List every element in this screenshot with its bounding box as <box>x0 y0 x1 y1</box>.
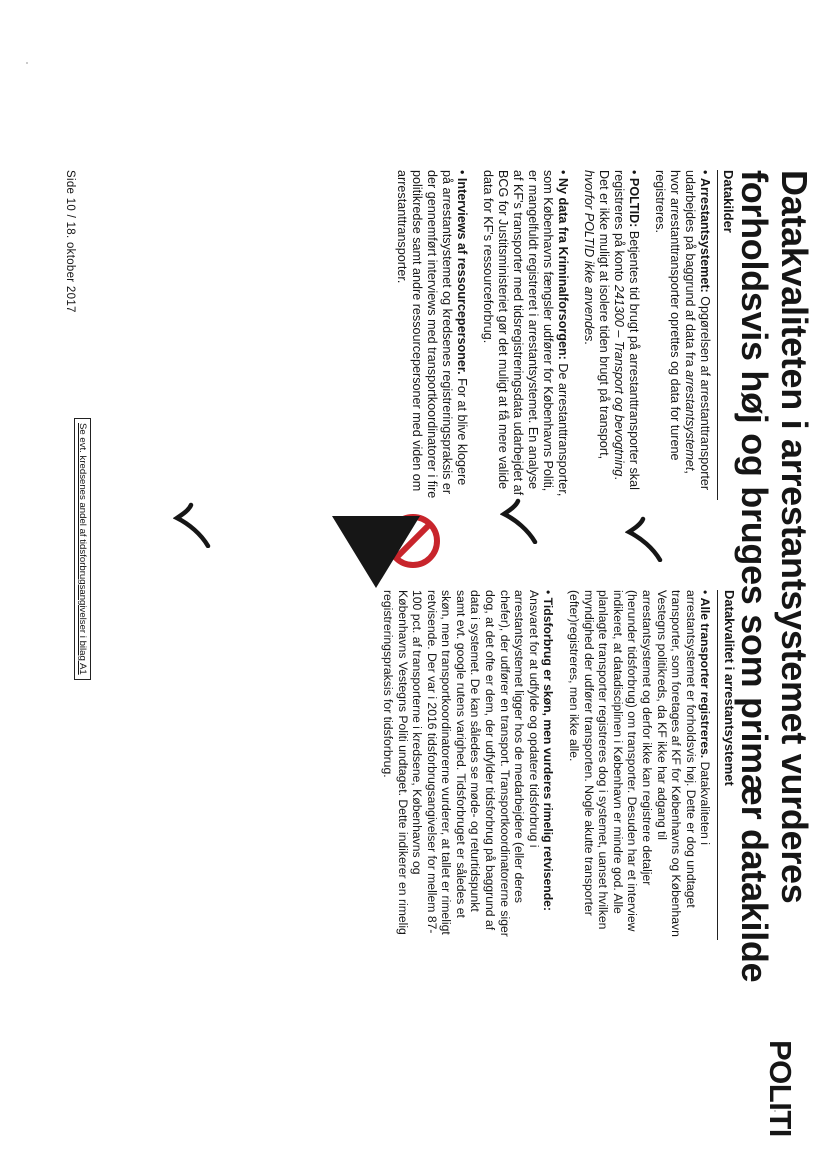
appendix-note: Se evt. kredsenes andel af tidsforbrugsangivelser i bilag A1 <box>74 418 91 680</box>
bullet-time-usage: • Tidsforbrug er skøn, men vurderes rimelig retvisende: Ansvaret for at udfylde og opdatere tidsforbrug i arrestantsystemet ligger hos de medarbejdere (eller deres chefer), der udfører en transport. Transportkoordinatorerne siger dog, at det ofte er dem, der udfylder tidsforbrug på baggrund af data i systemet. De kan således se møde- og returtidspunkt samt evt. google rutens varighed. Tidsforbruget er således et skøn, men transportkoordinatorerne vurderer, at tallet er rimeligt retvisende. Der var i 2016 tidsforbrugsangivelser for mellem 87-100 pct. af transporterne i kredsene, Københavns og Københavns Vestegns Politi undtaget. Dette indikerer en rimelig registreringspraksis for tidsforbrug. <box>380 590 556 937</box>
bullet-lead: Interviews af ressourcepersoner. <box>455 177 469 375</box>
bullet-all-transports: • Alle transporter registreres. Datakvaliteten i arrestantsystemet er forholdsvis høj. Dette er dog undtaget transporter, som foretages af KF for Københavns og København Vestegns politikreds, da KF ikke har adgang til arrestantsystemet og derfor ikke kan registrere detaljer (herunder tidsforbrug) om transporter. Desuden har et interview indikeret, at datadisciplinen i København er mindre god. Alle planlagte transporter registreres dog i systemet, uanset hvilken myndighed der udfører transporten. Nogle akutte transporter (efter)registreres, men ikke alle. <box>567 590 713 937</box>
politi-logo: POLITI <box>763 1040 798 1137</box>
bullet-arrestantsystemet: • Arrestantsystemet: Opgørelsen af arrestanttransporter udarbejdes på baggrund af data fra arrestantsystemet, hvor arrestanttransporter oprettes og data for turene registreres. <box>653 170 712 491</box>
title-line-1: Datakvaliteten i arrestantsystemet vurderes <box>774 170 815 904</box>
slide-title <box>734 170 814 1030</box>
checkmark-icon <box>500 498 538 544</box>
data-quality-column <box>369 590 736 940</box>
bullet-lead: POLTID: <box>627 177 641 228</box>
bullet-poltid: • POLTID: Betjentes tid brugt på arrestanttransporter skal registreres på konto 241300 – Transport og bevogtning. Det er ikke muligt at isolere tiden brugt på transport, hvorfor POLTID ikke anvendes. <box>582 170 641 490</box>
right-arrow-icon <box>328 516 424 588</box>
data-quality-heading: Datakvalitet i arrestantsystemet <box>717 590 736 940</box>
checkmark-icon <box>625 516 663 562</box>
data-sources-heading: Datakilder <box>717 170 736 500</box>
bullet-kriminalforsorgen: • Ny data fra Kriminalforsorgen: De arrestanttransporter, som Københavns fængsler udfører for Københavns Politi, er mangelfuldt registreret i arrestantsystemet. En analyse af KF's transporter med tidsregistreringsdata udarbejdet af BCG for Justitsministeriet gør det muligt at få mere valide data for KF's ressourceforbrug. <box>481 170 570 497</box>
bullet-lead: Arrestantsystemet: <box>698 177 712 293</box>
data-sources-column <box>383 170 736 500</box>
checkmark-icon <box>173 502 211 548</box>
bullet-lead: Ny data fra Kriminalforsorgen: <box>556 177 570 360</box>
bullet-lead: Tidsforbrug er skøn, men vurderes rimelig retvisende: <box>541 597 556 912</box>
title-line-2: forholdsvis høj og bruges som primær datakilde <box>734 170 775 983</box>
scan-speck <box>26 62 28 64</box>
page-footer: Side 10 / 18. oktober 2017 <box>64 170 76 313</box>
bullet-lead: Alle transporter registreres. <box>698 597 713 759</box>
bullet-interviews: • Interviews af ressourcepersoner. For at blive klogere på arrestantsystemet og kredsenes registreringspraksis er der gennemført interviews med transportkoordinatorer i fire politikredse samt andre ressourcepersoner med viden om arrestanttransporter. <box>395 170 469 499</box>
